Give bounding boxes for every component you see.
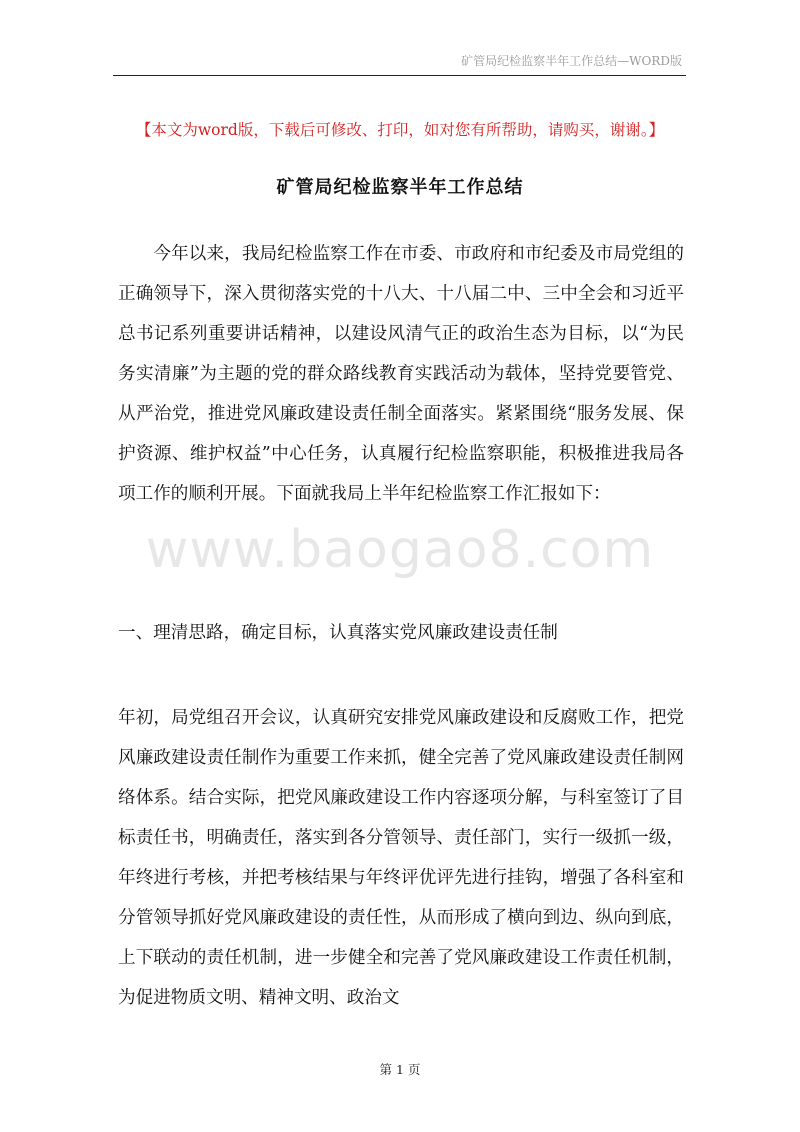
running-header: 矿管局纪检监察半年工作总结—WORD版 (461, 54, 682, 68)
section-heading: 一、理清思路，确定目标，认真落实党风廉政建设责任制 (118, 623, 558, 643)
header-divider (113, 75, 686, 76)
intro-paragraph: 今年以来，我局纪检监察工作在市委、市政府和市纪委及市局党组的正确领导下，深入贯彻落实党的十八大、十八届二中、三中全会和习近平总书记系列重要讲话精神，以建设风清气正的政治生态为目标，以“为民务实清廉”为主题的党的群众路线教育实践活动为载体，坚持党要管党、从严治党，推进党风廉政建设责任制全面落实。紧紧围绕“服务发展、保护资源、维护权益”中心任务，认真履行纪检监察职能，积极推进我局各项工作的顺利开展。下面就我局上半年纪检监察工作汇报如下： (118, 244, 684, 504)
section-paragraph: 年初，局党组召开会议，认真研究安排党风廉政建设和反腐败工作，把党风廉政建设责任制作为重要工作来抓，健全完善了党风廉政建设责任制网络体系。结合实际，把党风廉政建设工作内容逐项分解，与科室签订了目标责任书，明确责任，落实到各分管领导、责任部门，实行一级抓一级，年终进行考核，并把考核结果与年终评优评先进行挂钩，增强了各科室和分管领导抓好党风廉政建设的责任性，从而形成了横向到边、纵向到底，上下联动的责任机制，进一步健全和完善了党风廉政建设工作责任机制，为促进物质文明、精神文明、政治文 (118, 708, 684, 1008)
page-number: 第 1 页 (379, 1062, 421, 1077)
watermark: www.baogao8.com (145, 520, 655, 580)
document-title: 矿管局纪检监察半年工作总结 (276, 177, 524, 198)
download-notice: 【本文为word版，下载后可修改、打印，如对您有所帮助，请购买，谢谢。】 (135, 121, 665, 139)
